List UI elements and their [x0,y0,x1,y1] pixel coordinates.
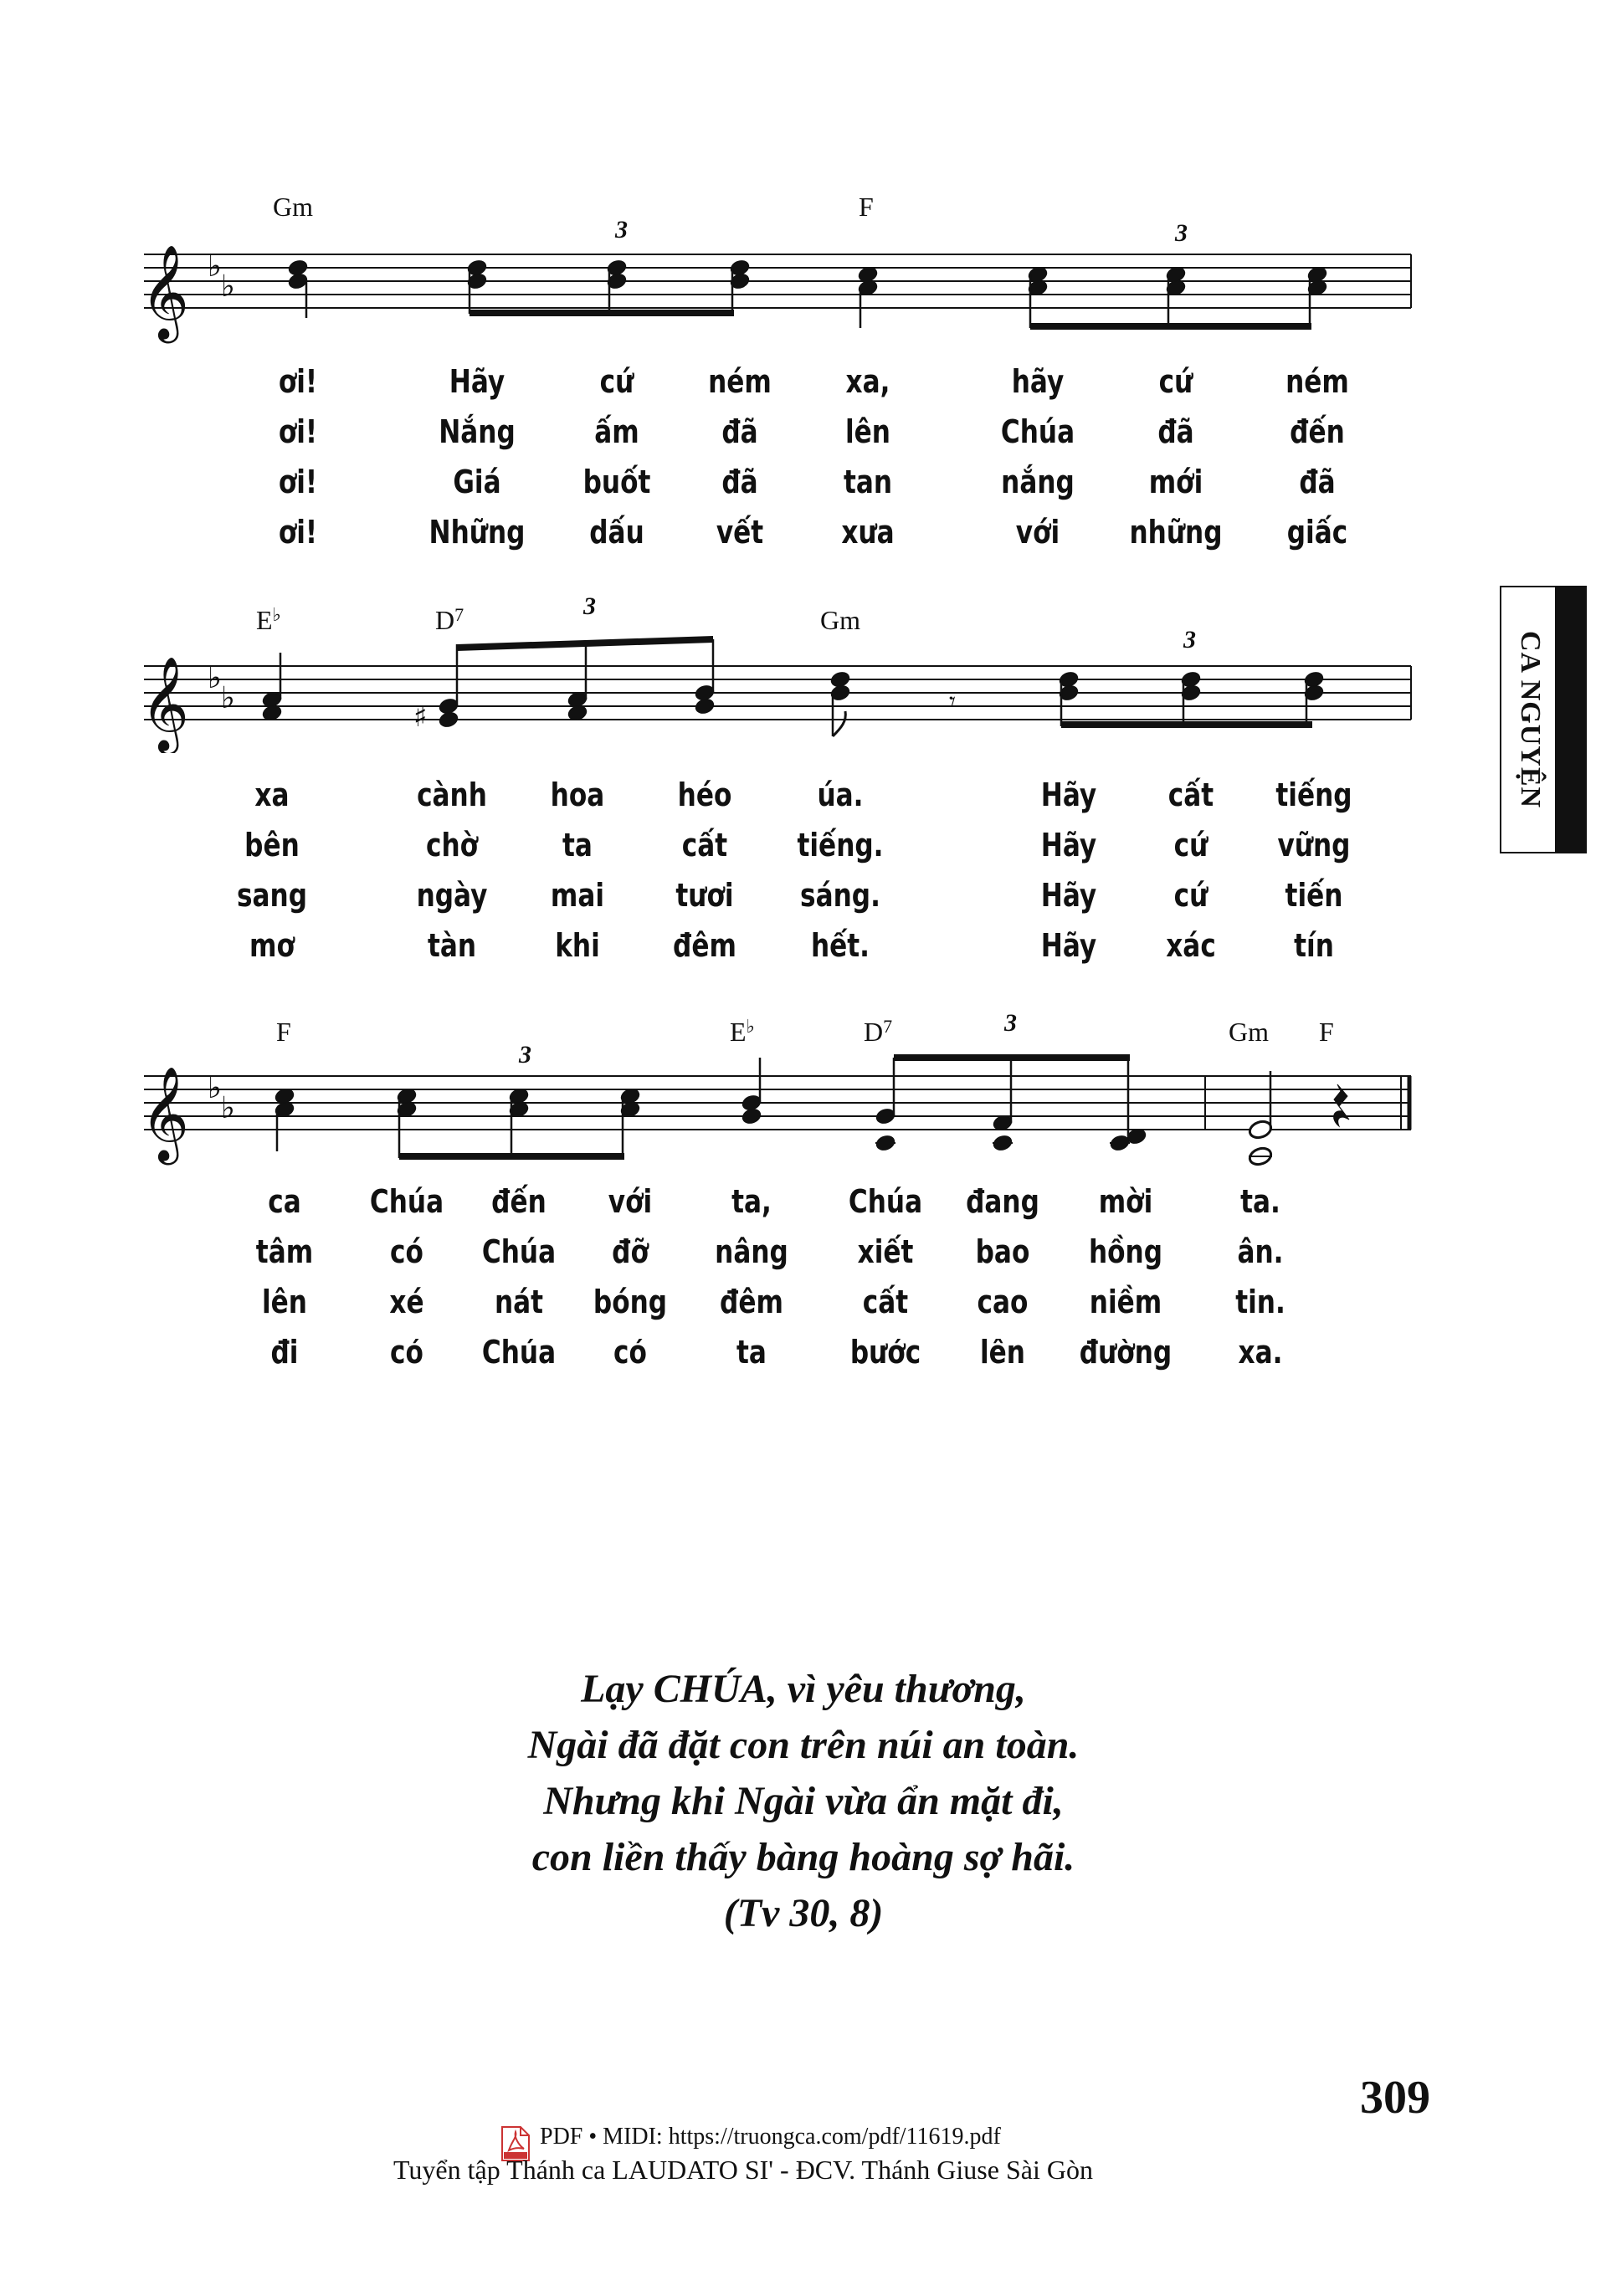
lyric-syllable: vết [716,514,764,551]
lyric-syllable: hoa [550,776,605,813]
lyric-syllable: nắng [1001,464,1075,500]
chord-symbol: E♭ [730,1016,755,1047]
chord-symbol: $D^7$ [864,1016,893,1047]
flat-icon: ♭ [208,661,222,695]
section-side-tab-label: CA NGUYỆN [1515,630,1546,809]
staff-lines [144,666,1411,720]
flat-icon: ♭ [208,249,222,284]
lyric-syllable: cất [862,1284,909,1320]
lyric-syllable: ném [1285,363,1349,400]
notes [261,636,1325,736]
lyric-syllable: ấm [594,413,639,450]
lyric-syllable: héo [677,776,732,813]
quote-line: Nhưng khi Ngài vừa ẩn mặt đi, [543,1779,1064,1823]
tuplet-label: 3 [1175,219,1188,247]
lyric-syllable: hết. [810,927,870,964]
lyric-syllable: Nắng [439,413,516,450]
lyric-syllable: tan [843,464,893,500]
psalm-quote [377,1661,1230,1941]
flat-icon: ♭ [221,269,235,304]
lyric-syllable: tiếng. [797,827,884,864]
treble-clef-icon: 𝄞 [141,1066,189,1161]
chord-symbol: E♭ [256,604,281,635]
flat-icon: ♭ [221,1091,235,1125]
lyric-syllable: Chúa [848,1183,923,1220]
lyric-syllable: tín [1294,927,1334,964]
lyric-syllable: xa [254,776,290,813]
footer-caption: Tuyển tập Thánh ca LAUDATO SI' - ĐCV. Thánh Giuse Sài Gòn [393,2155,1093,2185]
music-system-3 [0,996,1601,1171]
lyric-syllable: Hãy [449,363,505,400]
lyric-syllable: Chúa [481,1339,557,1371]
lyric-syllable: cứ [1158,363,1193,400]
tuplet-label: 3 [583,592,596,620]
lyric-syllable: xác [1166,927,1216,964]
lyric-syllable: đã [1299,464,1336,500]
lyric-syllable: bóng [593,1284,668,1320]
lyric-syllable: ơi! [278,413,318,450]
lyric-syllable: tươi [675,877,734,914]
lyric-syllable: đến [491,1183,546,1220]
staff-lines [144,254,1411,308]
lyric-syllable: đi [270,1339,299,1371]
lyric-syllable: Chúa [481,1233,557,1270]
chord-symbol: Gm [273,192,313,222]
lyric-syllable: niềm [1089,1284,1162,1320]
lyric-syllable: tâm [255,1233,314,1270]
lyric-syllable: sáng. [800,877,880,914]
lyric-syllable: đêm [673,927,736,964]
music-system-2 [0,586,1601,753]
lyric-syllable: đường [1079,1339,1173,1371]
lyric-syllable: với [608,1183,653,1220]
lyric-syllable: sang [236,877,308,914]
quote-reference: (Tv 30, 8) [723,1891,884,1935]
lyric-syllable: cứ [1173,827,1208,864]
lyric-syllable: có [390,1233,423,1270]
lyric-syllable: có [613,1339,647,1371]
lyric-syllable: ta [562,827,593,864]
treble-clef-icon: 𝄞 [141,656,189,751]
footer-link[interactable]: PDF • MIDI: https://truongca.com/pdf/11619.pdf [540,2124,1001,2150]
lyric-syllable: tiếng [1275,776,1352,813]
music-system-1 [0,192,1601,360]
lyric-syllable: Hãy [1040,927,1097,964]
flat-icon: ♭ [221,681,235,715]
lyric-syllable: tiến [1285,877,1343,914]
lyric-syllable: hãy [1011,363,1065,400]
rest-icon [1334,1084,1349,1126]
section-side-tab [1500,586,1587,853]
notes [274,1054,1349,1167]
lyric-syllable: cứ [599,363,634,400]
lyric-syllable: cành [417,776,487,813]
lyric-syllable: dấu [589,514,644,551]
lyric-syllable: đang [966,1183,1039,1220]
tuplet-label: 3 [1004,1009,1017,1037]
lyric-syllable: xiết [857,1233,914,1270]
lyric-syllable: đêm [720,1284,783,1320]
lyric-syllable: giấc [1286,514,1348,551]
lyric-syllable: mơ [249,927,295,964]
lyric-syllable: Những [428,514,526,551]
chord-symbol: F [276,1017,291,1047]
lyric-syllable: úa. [817,776,864,813]
lyric-syllable: lên [979,1339,1026,1371]
lyric-syllable: mời [1098,1183,1153,1220]
tuplet-label: 3 [519,1041,531,1069]
quote-line: con liền thấy bàng hoàng sợ hãi. [531,1835,1075,1879]
lyric-syllable: Hãy [1040,877,1097,914]
quote-line: Lạy CHÚA, vì yêu thương, [581,1667,1026,1711]
chord-symbol: Gm [820,605,860,635]
lyric-syllable: hồng [1088,1233,1163,1270]
lyric-syllable: xưa [841,514,895,551]
quote-line: Ngài đã đặt con trên núi an toàn. [527,1723,1080,1767]
lyric-syllable: xé [389,1284,424,1320]
flat-icon: ♭ [208,1071,222,1105]
lyric-syllable: ném [708,363,772,400]
lyric-syllable: mới [1148,464,1203,500]
lyric-syllable: cất [1167,776,1214,813]
lyric-syllable: đã [721,464,758,500]
lyric-syllable: ơi! [278,514,318,551]
chord-symbol: F [859,192,874,222]
page-number: 309 [1360,2072,1430,2124]
lyric-syllable: khi [555,927,600,964]
lyric-syllable: bên [244,827,300,864]
tuplet-label: 3 [615,216,628,243]
lyric-syllable: lên [261,1284,308,1320]
lyric-syllable: xa. [1238,1339,1283,1371]
side-tab-bar [1555,587,1587,852]
lyric-syllable: đến [1290,413,1345,450]
lyric-syllable: xa, [845,363,890,400]
lyric-syllable: ta. [1240,1183,1280,1220]
treble-clef-icon: 𝄞 [141,244,189,340]
lyric-syllable: với [1015,514,1060,551]
lyric-syllable: lên [844,413,891,450]
chord-symbol: $D^7$ [435,604,464,635]
staff-lines [144,1076,1411,1130]
lyrics-system-3-clipped-line [0,1339,1601,1372]
lyric-syllable: buốt [582,464,651,500]
lyric-syllable: bước [849,1339,921,1371]
lyric-syllable: ngày [416,877,488,914]
lyric-syllable: đã [721,413,758,450]
lyric-syllable: Chúa [1000,413,1075,450]
lyric-syllable: ân. [1237,1233,1284,1270]
sharp-icon: ♯ [413,700,428,734]
lyric-syllable: nát [494,1284,544,1320]
chord-symbol: F [1319,1017,1334,1047]
lyric-syllable: nâng [715,1233,788,1270]
lyric-syllable: chờ [425,827,479,864]
lyric-syllable: cao [977,1284,1029,1320]
lyric-syllable: mai [550,877,605,914]
lyric-syllable: đỡ [612,1233,649,1270]
lyric-syllable: cứ [1173,877,1208,914]
lyric-syllable: cất [681,827,728,864]
tuplet-label: 3 [1183,626,1196,653]
lyric-syllable: những [1129,514,1223,551]
lyric-syllable: Chúa [369,1183,444,1220]
lyric-syllable: vững [1277,827,1351,864]
lyric-syllable: ơi! [278,464,318,500]
lyric-syllable: Hãy [1040,776,1097,813]
lyric-syllable: ta [736,1339,767,1371]
lyric-syllable: Giá [453,464,501,500]
lyric-syllable: ơi! [278,363,318,400]
lyric-syllable: Hãy [1040,827,1097,864]
lyric-syllable: bao [975,1233,1030,1270]
lyric-syllable: ta, [731,1183,772,1220]
lyric-syllable: tin. [1235,1284,1285,1320]
lyric-syllable: có [390,1339,423,1371]
rest-icon: 𝄾 [949,687,956,716]
lyric-syllable: ca [268,1183,301,1220]
chord-symbol: Gm [1229,1017,1269,1047]
lyric-syllable: đã [1157,413,1194,450]
lyric-syllable: tàn [427,927,477,964]
